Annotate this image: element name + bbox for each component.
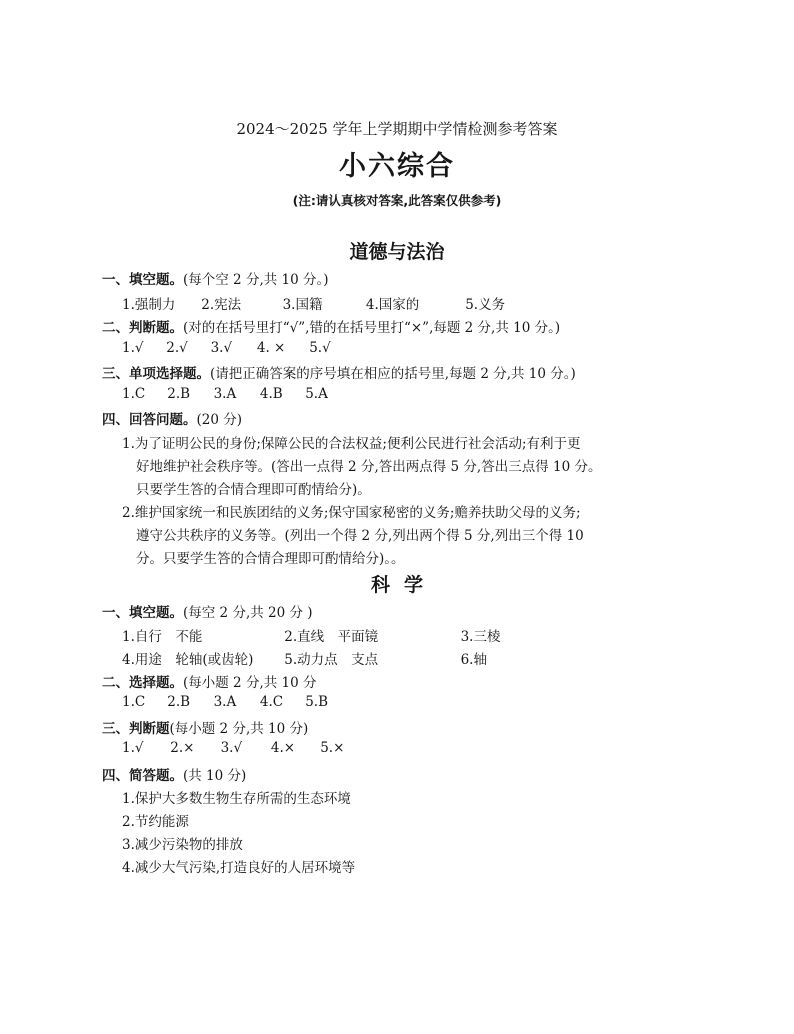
answer-item: 4.国家的 xyxy=(365,297,420,313)
answer-item: 2.√ xyxy=(166,340,188,356)
note: (注:请认真核对答案,此答案仅供参考) xyxy=(292,193,502,208)
answer-item: 5.动力点 支点 xyxy=(284,652,379,668)
question-label: 一、填空题。 xyxy=(102,272,183,288)
question-desc: (每小题 2 分,共 10 分) xyxy=(169,721,309,737)
moral-q4-answer2-line2: 遵守公共秩序的义务等。(列出一个得 2 分,列出两个得 5 分,列出三个得 10 xyxy=(136,528,584,544)
answer-item: 4.C xyxy=(259,694,284,710)
moral-q4-answer1-line2: 好地维护社会秩序等。(答出一点得 2 分,答出两点得 5 分,答出三点得 10 分。 xyxy=(136,459,602,475)
moral-q4-answer1-line3: 只要学生答的合情合理即可酌情给分)。 xyxy=(136,482,371,498)
answer-item: 4. × xyxy=(256,340,286,356)
science-q2-heading xyxy=(102,671,317,691)
question-desc: (对的在括号里打“√”,错的在括号里打“×”,每题 2 分,共 10 分。) xyxy=(183,320,561,336)
question-label: 四、简答题。 xyxy=(102,768,183,784)
moral-q4-answer2-line1: 2.维护国家统一和民族团结的义务;保守国家秘密的义务;赡养扶助父母的义务; xyxy=(122,505,581,521)
answer-item: 5.义务 xyxy=(465,297,506,313)
question-label: 二、判断题。 xyxy=(102,320,183,336)
moral-q1-answers xyxy=(122,293,505,313)
answer-item: 2.B xyxy=(167,386,191,402)
moral-q4-heading xyxy=(102,408,242,428)
question-label: 二、选择题。 xyxy=(102,675,183,691)
moral-q2-answers xyxy=(122,340,331,356)
answer-item: 4.用途 轮轴(或齿轮) xyxy=(122,652,254,668)
question-label: 三、单项选择题。 xyxy=(102,366,210,382)
moral-q3-heading xyxy=(102,362,576,382)
answer-item: 1.√ xyxy=(122,740,144,756)
answer-item: 2.B xyxy=(167,694,191,710)
science-q1-answers-row1 xyxy=(122,625,500,645)
answer-item: 5.× xyxy=(320,740,345,756)
question-label: 三、判断题 xyxy=(102,721,170,737)
answer-item: 1.√ xyxy=(122,340,144,356)
answer-item: 3.√ xyxy=(220,740,243,756)
question-desc: (共 10 分) xyxy=(183,768,247,784)
answer-item: 5.B xyxy=(305,694,328,710)
science-q4-heading xyxy=(102,764,246,784)
answer-item: 4.× xyxy=(270,740,296,756)
section-title-moral: 道德与法治 xyxy=(349,241,445,263)
question-desc: (每个空 2 分,共 10 分。) xyxy=(183,272,329,288)
science-q2-answers xyxy=(122,694,328,710)
moral-q1-heading xyxy=(102,268,329,288)
answer-item: 3.国籍 xyxy=(282,297,323,313)
answer-item: 3.√ xyxy=(210,340,233,356)
moral-q2-heading xyxy=(102,316,560,336)
science-q1-heading xyxy=(102,601,313,621)
question-label: 四、回答问题。 xyxy=(102,412,197,428)
moral-q4-answer1-line1: 1.为了证明公民的身份;保障公民的合法权益;便利公民进行社会活动;有利于更 xyxy=(122,436,581,452)
moral-q3-answers xyxy=(122,386,328,402)
science-q4-answer-2: 2.节约能源 xyxy=(122,814,189,830)
answer-item: 2.宪法 xyxy=(201,297,242,313)
question-desc: (20 分) xyxy=(196,412,243,428)
science-q4-answer-4: 4.减少大气污染,打造良好的人居环境等 xyxy=(122,860,356,876)
answer-item: 4.B xyxy=(259,386,283,402)
science-q3-heading xyxy=(102,717,308,737)
question-desc: (每小题 2 分,共 10 分 xyxy=(183,675,317,691)
subject-title: 小六综合 xyxy=(339,151,455,182)
question-desc: (每空 2 分,共 20 分 ) xyxy=(183,605,313,621)
answer-item: 3.A xyxy=(213,386,237,402)
answer-item: 1.强制力 xyxy=(122,297,176,313)
answer-item: 5.A xyxy=(305,386,328,402)
question-desc: (请把正确答案的序号填在相应的括号里,每题 2 分,共 10 分。) xyxy=(210,366,576,382)
answer-item: 2.直线 平面镜 xyxy=(284,629,379,645)
answer-item: 1.C xyxy=(122,694,146,710)
science-q1-answers-row2 xyxy=(122,648,487,668)
moral-q4-answer2-line3: 分。只要学生答的合情合理即可酌情给分)。。 xyxy=(136,551,405,567)
answer-item: 1.C xyxy=(122,386,146,402)
answer-item: 6.轴 xyxy=(460,652,487,668)
answer-item: 3.三棱 xyxy=(460,629,501,645)
science-q3-answers xyxy=(122,740,344,756)
science-q4-answer-3: 3.减少污染物的排放 xyxy=(122,837,243,853)
answer-item: 3.A xyxy=(213,694,237,710)
answer-item: 2.× xyxy=(170,740,195,756)
question-label: 一、填空题。 xyxy=(102,605,183,621)
document-title: 2024～2025 学年上学期期中学情检测参考答案 xyxy=(236,120,558,138)
answer-item: 1.自行 不能 xyxy=(122,629,203,645)
section-title-science: 科学 xyxy=(370,574,437,596)
answer-item: 5.√ xyxy=(309,340,331,356)
science-q4-answer-1: 1.保护大多数生物生存所需的生态环境 xyxy=(122,791,351,807)
